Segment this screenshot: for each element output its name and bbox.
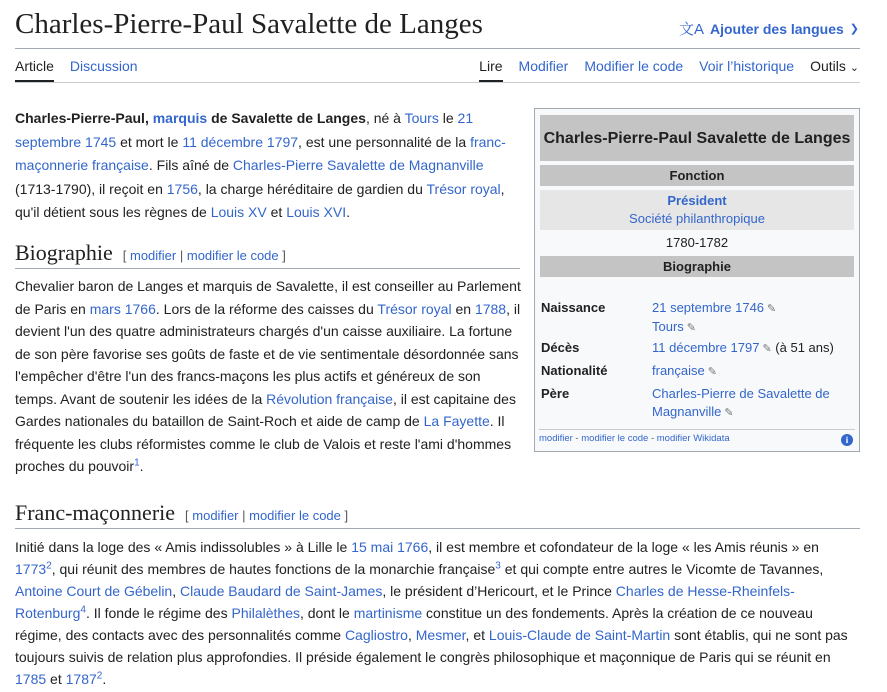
text: , le président d’Hericourt, et le Prince (382, 583, 616, 599)
text: et mort le (116, 133, 183, 150)
link-societe-philanthropique[interactable]: Société philanthropique (629, 211, 765, 226)
edit-source-section-link[interactable]: modifier le code (186, 248, 279, 263)
infobox (534, 108, 860, 452)
row-value (652, 385, 857, 422)
text: , il devient l'un des quatre administrateurs chargés d'un caisse auxiliaire. La fortune de son père favorise ses goûts de faste et de vie sentimentale désordonnée sans l'empêcher d'être l'un des francs-maçons les plus actifs et généreux de son temps. Avant de soutenir les idées de la (15, 300, 521, 407)
tab-edit[interactable]: Modifier (518, 58, 569, 74)
text: . (139, 458, 144, 474)
heading-text: Biographie (15, 240, 113, 265)
link-baudard-de-saint-james[interactable]: Claude Baudard de Saint-James (180, 583, 383, 599)
separator: | (176, 248, 187, 263)
row-label: Décès (541, 340, 580, 355)
pencil-icon[interactable]: ✎ (767, 303, 777, 315)
section-edit-links (123, 248, 286, 263)
infobox-footer (539, 433, 730, 444)
link-revolution-francaise[interactable]: Révolution française (266, 390, 393, 407)
separator: | (238, 508, 250, 523)
link-hesse-rheinfels[interactable]: Charles de Hesse-Rheinfels-Rotenburg (15, 583, 795, 621)
page-title: Charles-Pierre-Paul Savalette de Langes (15, 8, 483, 40)
text: , qu'il détient sous les règnes de (15, 180, 505, 220)
biographie-paragraph (15, 275, 523, 478)
bracket: ] (340, 508, 349, 523)
text: Chevalier baron de Langes et marquis de Savalette, il est conseiller au Parlement de Paris en (15, 278, 521, 317)
link-president[interactable]: Président (667, 193, 727, 208)
section-edit-links (185, 508, 348, 523)
text: , et (465, 627, 489, 643)
link-death-date[interactable]: 11 décembre 1797 (182, 133, 299, 150)
tab-discussion[interactable]: Discussion (69, 58, 138, 74)
link-marquis[interactable]: marquis (152, 110, 208, 126)
text: . Il fonde le régime des (85, 605, 232, 621)
link-1756[interactable]: 1756 (166, 180, 198, 197)
heading-biographie (15, 240, 286, 266)
infobox-role-dates: 1780-1782 (665, 235, 729, 250)
infobox-section-biographie: Biographie (540, 256, 854, 277)
lead-paragraph (15, 107, 520, 225)
subject-name-2: de Savalette de Langes (207, 110, 366, 126)
link-deces-date[interactable]: 11 décembre 1797 (652, 340, 760, 355)
text: , dont le (299, 605, 354, 621)
chevron-down-icon: ⌄ (849, 62, 859, 74)
link-1788[interactable]: 1788 (474, 300, 507, 317)
add-languages-button[interactable] (679, 18, 859, 39)
text: en (451, 300, 475, 317)
tools-label: Outils (810, 58, 846, 74)
link-naissance-lieu[interactable]: Tours (652, 319, 684, 334)
link-naissance-date[interactable]: 21 septembre 1746 (652, 300, 765, 315)
add-languages-label: Ajouter des langues (709, 20, 844, 37)
row-value (652, 339, 857, 358)
row-label: Père (541, 386, 570, 401)
link-pere[interactable]: Charles-Pierre de Savalette de Magnanville (652, 386, 830, 419)
text: , la charge héréditaire de gardien du (197, 180, 427, 197)
infobox-title: Charles-Pierre-Paul Savalette de Langes (540, 115, 854, 161)
text: . (102, 671, 107, 687)
text: Initié dans la loge des « Amis indissolubles » à Lille le (15, 539, 352, 555)
link-birth-date[interactable]: 21 septembre 1745 (15, 110, 474, 150)
tab-edit-source[interactable]: Modifier le code (584, 58, 684, 74)
link-nationalite[interactable]: française (652, 363, 705, 378)
infobox-edit-source-link[interactable]: modifier le code (581, 433, 649, 444)
text: et (266, 204, 287, 220)
franc-maconnerie-paragraph (15, 536, 863, 690)
link-louis-xv[interactable]: Louis XV (210, 204, 267, 220)
infobox-role (540, 190, 854, 230)
heading-underline (15, 528, 860, 529)
text: sont établis, qui ne sont pas toujours suivis de relation plus approfondies. Il préside également le congrès philosophique et maçonnique de Paris qui se réunit en (15, 627, 848, 665)
view-tabs (479, 58, 859, 82)
link-tours[interactable]: Tours (404, 110, 439, 126)
text: . Fils aîné de (148, 157, 233, 173)
row-label: Naissance (541, 300, 606, 315)
link-franc-maconnerie[interactable]: franc-maçonnerie française (15, 133, 506, 173)
heading-franc-maconnerie (15, 500, 348, 526)
row-value (652, 299, 857, 337)
link-court-de-gebelin[interactable]: Antoine Court de Gébelin (15, 583, 173, 599)
translate-icon: 文A (678, 21, 704, 38)
reference-link[interactable]: 2 (46, 560, 52, 572)
infobox-edit-link[interactable]: modifier (539, 433, 573, 444)
link-tresor-royal[interactable]: Trésor royal (377, 300, 452, 317)
text: (1713-1790), il reçoit en (15, 180, 167, 197)
separator: - (572, 433, 582, 444)
text: . Lors de la réforme des caisses du (155, 300, 378, 317)
info-icon[interactable]: i (841, 434, 853, 446)
link-martinisme[interactable]: martinisme (353, 605, 423, 621)
infobox-edit-wikidata-link[interactable]: modifier Wikidata (656, 433, 730, 444)
link-saint-martin[interactable]: Louis-Claude de Saint-Martin (488, 627, 671, 643)
tools-menu[interactable] (810, 58, 859, 82)
text: , (407, 627, 416, 643)
tab-article[interactable]: Article (15, 58, 54, 82)
chevron-down-icon: ❯ (849, 23, 859, 35)
text: , qui réunit des membres de hautes fonctions de la monarchie française (51, 561, 496, 577)
pencil-icon[interactable]: ✎ (686, 322, 697, 334)
infobox-footer-divider (539, 429, 855, 430)
namespace-tabs (15, 58, 138, 82)
link-mesmer[interactable]: Mesmer (415, 627, 466, 643)
tab-read[interactable]: Lire (479, 58, 502, 82)
text: , il est membre et cofondateur de la loge « les Amis réunis » en (428, 539, 819, 555)
reference-link[interactable]: 3 (495, 560, 501, 572)
heading-underline (15, 268, 520, 269)
link-cagliostro[interactable]: Cagliostro (344, 627, 408, 643)
link-mars-1766[interactable]: mars 1766 (89, 300, 156, 317)
reference-link[interactable]: 2 (96, 670, 103, 682)
link-tresor-royal[interactable]: Trésor royal (426, 180, 501, 197)
text: , né à (365, 110, 405, 126)
subject-name: Charles-Pierre-Paul, (15, 110, 149, 126)
tab-history[interactable]: Voir l’historique (699, 58, 795, 74)
title-divider (15, 48, 860, 49)
row-value (652, 362, 857, 381)
age-at-death: (à 51 ans) (775, 340, 834, 355)
reference-link[interactable]: 4 (80, 604, 86, 616)
reference-link[interactable]: 1 (134, 457, 140, 469)
link-louis-xvi[interactable]: Louis XVI (286, 204, 347, 220)
link-la-fayette[interactable]: La Fayette (423, 413, 490, 429)
row-label: Nationalité (541, 363, 608, 378)
text: et (46, 671, 66, 687)
text: . Il fréquente les clubs réformistes comme le club de Valois et reste l'ami d'hommes proches du pouvoir (15, 413, 512, 474)
edit-section-link[interactable]: modifier (130, 248, 177, 263)
bracket: ] (278, 248, 286, 263)
link-1773[interactable]: 1773 (15, 561, 47, 577)
link-father[interactable]: Charles-Pierre Savalette de Magnanville (232, 157, 484, 173)
text: . (346, 204, 351, 220)
pencil-icon[interactable]: ✎ (762, 343, 772, 355)
edit-section-link[interactable]: modifier (192, 508, 239, 523)
separator: - (648, 433, 657, 444)
text: , est une personnalité de la (298, 133, 471, 150)
pencil-icon[interactable]: ✎ (724, 407, 734, 419)
bracket: [ (185, 508, 193, 523)
text: , (172, 583, 180, 599)
text: et qui compte entre autres le Vicomte de Tavannes, (500, 561, 824, 577)
bracket: [ (122, 248, 130, 263)
heading-text: Franc-maçonnerie (15, 500, 176, 525)
link-philalethes[interactable]: Philalèthes (231, 605, 300, 621)
tabs-divider (15, 82, 860, 83)
infobox-section-fonction: Fonction (540, 165, 854, 186)
edit-source-section-link[interactable]: modifier le code (249, 508, 341, 523)
link-15-mai-1766[interactable]: 15 mai 1766 (351, 539, 429, 555)
text: constitue un des fondements. Après la création de ce nouveau régime, des contacts avec des personnalités comme (15, 605, 813, 643)
pencil-icon[interactable]: ✎ (707, 366, 717, 378)
text: , il est capitaine des Gardes nationales du bataillon de Saint-Roch et aide de camp de (15, 390, 516, 429)
link-1787[interactable]: 1787 (65, 671, 97, 687)
link-1785[interactable]: 1785 (15, 671, 47, 687)
text: le (438, 110, 458, 126)
